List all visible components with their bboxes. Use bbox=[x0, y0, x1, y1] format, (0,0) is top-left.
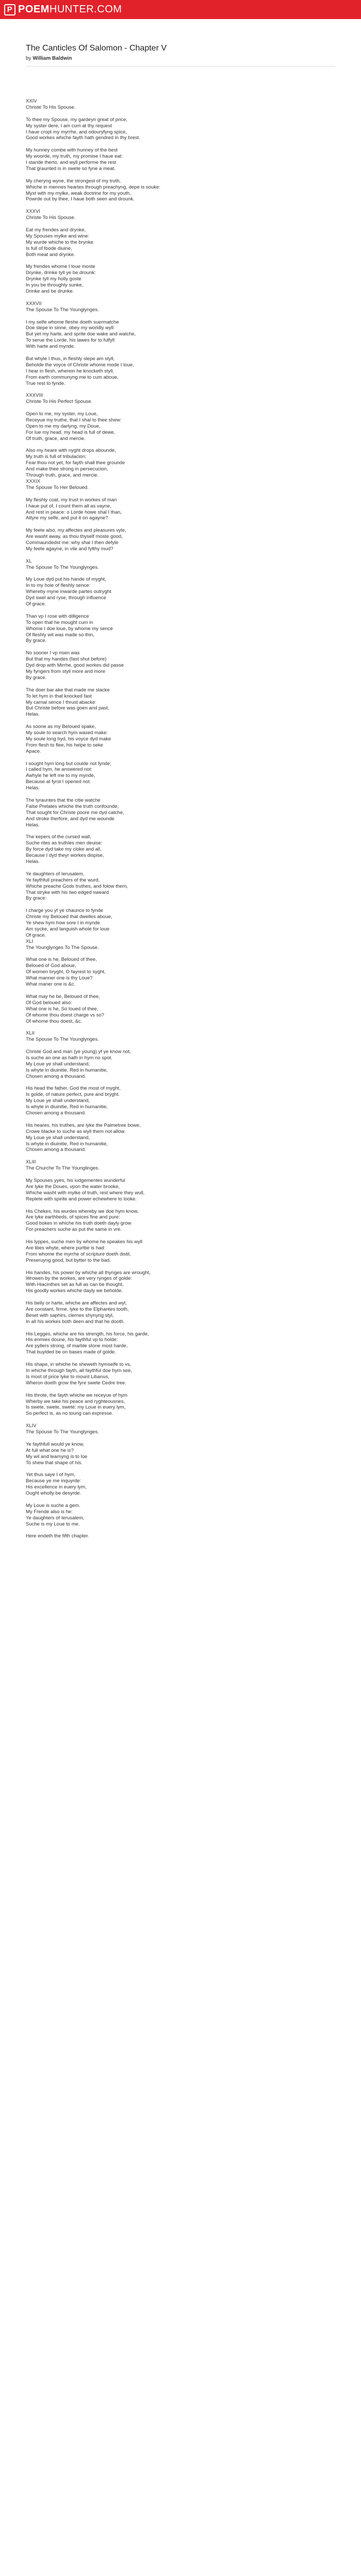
poem-line: My Spouses mylke and wine: bbox=[26, 233, 90, 239]
poem-line: Suche rites as truthles men deuise: bbox=[26, 840, 103, 846]
poem-title: The Canticles Of Salomon - Chapter V bbox=[26, 44, 167, 53]
poem-line: Whiche in mennes heartes through preachyng, depe is souke: bbox=[26, 184, 160, 190]
poem-line: My Loue ye shall understand, bbox=[26, 1061, 90, 1067]
poem-line: Yet thus saye I of hym, bbox=[26, 1472, 75, 1478]
poem-line: Are washt away, as thou thyself moste good, bbox=[26, 534, 123, 540]
poem-line: His goodly workes whiche dayly we beholde. bbox=[26, 1288, 123, 1294]
poem-line: For lue my head, my head is full of dewe, bbox=[26, 429, 116, 435]
stanza bbox=[26, 1123, 335, 1154]
poem-line: The Spouse To The Younglynges. bbox=[26, 307, 99, 313]
poem-line: Is most of price lyke to mount Libanus, bbox=[26, 1374, 110, 1380]
poem-line: Because at fyrst I opened not. bbox=[26, 779, 91, 785]
poem-line: Good workes whiche fayth hath gendred in thy brest. bbox=[26, 135, 140, 141]
poem-line: My feete also, my affectes and pleasures vyle, bbox=[26, 528, 126, 534]
poem-line: Dyd drop with Mirrhe, good workes did passe bbox=[26, 663, 124, 669]
poem-line: I hear in flesh, wherein he knocketh styll, bbox=[26, 368, 114, 374]
poem-line: His belly or harte, whiche are affectes and wyl, bbox=[26, 1300, 127, 1307]
stanza bbox=[26, 1030, 335, 1043]
poem-line: Wrowen by the workes, are very rynges of golde: bbox=[26, 1276, 132, 1282]
poem-line: But Christe before was goen and past, bbox=[26, 705, 109, 711]
poem-line: Is full of foode diuine, bbox=[26, 245, 72, 251]
poem-line: His Chekes, his wurdes whereby we doe hym know, bbox=[26, 1208, 139, 1214]
poem-line: As soone as my Beloued spake, bbox=[26, 724, 96, 730]
poem-line: His lyppes, suche men by whome he speakes his wyll bbox=[26, 1239, 142, 1245]
poem-line: I called hym, he answered not: bbox=[26, 767, 92, 773]
poem-line: Of God beloued also: bbox=[26, 999, 72, 1006]
stanza bbox=[26, 577, 335, 607]
poem-line: XXXVII bbox=[26, 300, 42, 307]
site-header bbox=[0, 0, 361, 19]
poem-line: I haue cropt my myrrhe, and odouryfyng spice, bbox=[26, 129, 127, 135]
stanza bbox=[26, 1300, 335, 1325]
stanza bbox=[26, 1178, 335, 1202]
poem-line: Drynke, drinke tyll ye be drounk: bbox=[26, 270, 96, 276]
stanza bbox=[26, 1442, 335, 1466]
poem-line: Of whome thou doest, &c. bbox=[26, 1018, 83, 1024]
poem-line: That sought for Christe poore me dyd catche, bbox=[26, 809, 124, 816]
poem-line: XXXVIII bbox=[26, 393, 43, 399]
poem-line: My frendes whome I loue moste bbox=[26, 264, 95, 270]
poem-line: My truth is full of tribulacion: bbox=[26, 454, 87, 460]
poem-line: Beloued of God aboue, bbox=[26, 963, 76, 969]
stanza bbox=[26, 147, 335, 172]
poem-line: To thee my Spouse, my gardeyn great of price, bbox=[26, 116, 127, 123]
poem-line: Attyre my selfe, and put it on agayne? bbox=[26, 515, 108, 521]
poem-line: For preachers suche as put the same in vre. bbox=[26, 1227, 122, 1233]
stanza bbox=[26, 798, 335, 828]
poem-line: Fear thou not yet, for fayth shall thee grounde bbox=[26, 460, 125, 466]
poem-line: My feete agayne, in vile and fylthy mud? bbox=[26, 546, 113, 552]
stanza bbox=[26, 209, 335, 221]
poem-line: Wheron doeth grow the fyre swete Cedre tree. bbox=[26, 1380, 126, 1386]
poem-line: My Frende also is he: bbox=[26, 1509, 73, 1515]
poem-line: The Spouse To The Younglynges. bbox=[26, 1037, 99, 1043]
stanza bbox=[26, 1393, 335, 1417]
site-logo[interactable] bbox=[4, 3, 122, 16]
stanza bbox=[26, 393, 335, 405]
poem-line: I my selfe whome fleshe doeth suermatche bbox=[26, 319, 119, 325]
poem-line: XLII bbox=[26, 1030, 35, 1037]
poem-line: The Spouse To The Younglynges. bbox=[26, 1429, 99, 1435]
poem-line: Here endeth the fifth chapter. bbox=[26, 1533, 89, 1539]
stanza bbox=[26, 356, 335, 387]
poem-line: Crowe blacke to suche as wyll them not allow. bbox=[26, 1128, 126, 1134]
poem-line: That buylded be on bases made of golde. bbox=[26, 1349, 116, 1355]
stanza bbox=[26, 994, 335, 1025]
poem-line: Eat my frendes and drynke, bbox=[26, 227, 86, 233]
poem-line: Awhyle he left me to my mynde, bbox=[26, 773, 95, 779]
poem-line: True rest to fynde. bbox=[26, 380, 65, 386]
poem-line: I stande therto, and wyll performe the rest bbox=[26, 160, 117, 166]
poem-line: Because ye me inquyrde: bbox=[26, 1478, 81, 1484]
stanza bbox=[26, 1209, 335, 1233]
poem-line: Are constant, firme, lyke to the Elphantes tooth, bbox=[26, 1306, 129, 1312]
poem-line: What may he be, Beloued of thee, bbox=[26, 993, 100, 999]
poem-line: Ye daughters of Ierusalem, bbox=[26, 1515, 85, 1521]
poem-line: But yet my harte, and sprite doe wake and watche, bbox=[26, 331, 136, 337]
poem-line: XXXVI bbox=[26, 209, 40, 215]
poem-line: I charge you yf ye chaunce to fynde bbox=[26, 908, 103, 914]
poem-line: XXIV bbox=[26, 98, 37, 104]
poem-line: With harte and mynde. bbox=[26, 344, 75, 350]
stanza bbox=[26, 957, 335, 988]
poem-line: Doe slepe in sinne, obey my worldly wyll: bbox=[26, 325, 115, 331]
stanza bbox=[26, 1533, 335, 1539]
poem-line: My soule to search hym waxed make: bbox=[26, 730, 108, 736]
poem-line: In whiche through fayth, all faythful doe hym see, bbox=[26, 1367, 132, 1374]
stanza bbox=[26, 319, 335, 350]
poem-line: By grace. bbox=[26, 638, 47, 644]
poem-line: My Loue ye shall understand, bbox=[26, 1098, 90, 1104]
poem-line: The doer bar ake that made me slacke bbox=[26, 687, 110, 693]
stanza bbox=[26, 871, 335, 902]
poem-line: XLIV bbox=[26, 1423, 37, 1429]
poem-line: Chosen among a thousand. bbox=[26, 1147, 86, 1153]
poem-line: My fleshly coat, my trust in workes of man bbox=[26, 497, 117, 503]
poem-line: His shape, in whiche he sheweth hymselfe to vs, bbox=[26, 1362, 132, 1368]
poem-line: But whyle I thus, in fleshly slepe am styll, bbox=[26, 355, 115, 362]
poem-line: In to my hole of fleshly sence: bbox=[26, 583, 91, 589]
poem-line: Christe my Beloued that dwelles aboue, bbox=[26, 914, 112, 920]
stanza bbox=[26, 614, 335, 645]
poem-line: From whome the myrrhe of scripture doeth distil, bbox=[26, 1251, 131, 1257]
poem-line: The tyrauntes that the citie watche bbox=[26, 797, 101, 803]
poem-line: The Spouse To Her Beloued. bbox=[26, 484, 89, 490]
poem-line: Commaundedst me: why shal I then defyle bbox=[26, 540, 119, 546]
poem-line: Helas. bbox=[26, 711, 40, 718]
poem-line: Of fleshly wit was made so thin, bbox=[26, 632, 95, 638]
poem-line: Open to me, my syster, my Loue, bbox=[26, 411, 98, 417]
poem-line: By grace. bbox=[26, 674, 47, 681]
poem-line: Drinke and be drunke. bbox=[26, 289, 74, 294]
poem-line: Are lyke earthbeds, of spices fine and pure: bbox=[26, 1214, 120, 1221]
poem-line: Through truth, grace, and mercie. bbox=[26, 472, 99, 479]
poem-line: To shew that shape of his. bbox=[26, 1460, 83, 1466]
poem-line: XL bbox=[26, 558, 32, 564]
stanza bbox=[26, 1423, 335, 1435]
poem-line: From flesh to flee, his helpe to seke bbox=[26, 742, 103, 748]
poem-line: Of women bryght, O fayrest to syght, bbox=[26, 969, 106, 975]
poem-line: Also my heare with nyght drops abounde, bbox=[26, 448, 116, 454]
stanza bbox=[26, 1086, 335, 1116]
poem-line: No sooner I vp risen was bbox=[26, 650, 80, 656]
poem-line: Powrde out by thee, I haue both seen and drounk. bbox=[26, 196, 135, 202]
poem-line: Are lyke the Doues, vpon the water brooke, bbox=[26, 1183, 120, 1190]
poemhunter-logo-icon: P bbox=[4, 4, 15, 15]
poem-line: Of grace. bbox=[26, 601, 46, 607]
poem-line: Whereby myne inwarde partes outryght bbox=[26, 589, 111, 595]
poem-line: My Spouses yyes, his iudgementes wunderful bbox=[26, 1177, 125, 1183]
poem-line: And rest in peace: o Lorde howe shal I than, bbox=[26, 509, 122, 515]
poem-line: XXXIX bbox=[26, 479, 40, 484]
poem-line: In you be throughly sunke, bbox=[26, 282, 84, 289]
stanza bbox=[26, 1503, 335, 1528]
poem-line: Open to me my darlyng, my Doue, bbox=[26, 423, 101, 429]
poem-line: Is whyte in diuinitie, Red in humanitie, bbox=[26, 1104, 108, 1110]
poem-line: His enmies doune, his faythful vp to holde: bbox=[26, 1337, 118, 1343]
stanza bbox=[26, 264, 335, 295]
poem-line: By force dyd take my cloke and all, bbox=[26, 846, 102, 853]
poem-line: Helas. bbox=[26, 822, 40, 828]
poem-line: My wurde whiche to the brynke bbox=[26, 239, 93, 245]
stanza bbox=[26, 411, 335, 442]
byline-prefix: by bbox=[26, 56, 31, 61]
poem-line: And make thee strong in persecucion, bbox=[26, 466, 108, 472]
stanza bbox=[26, 1049, 335, 1080]
stanza bbox=[26, 687, 335, 718]
poem-line: I haue put of, I count them all as vayne, bbox=[26, 503, 111, 509]
poem-line: Ye faythfull preachers of the wurd, bbox=[26, 877, 100, 883]
stanza bbox=[26, 724, 335, 755]
poem-line: The Spouse To The Younglynges. bbox=[26, 564, 99, 570]
poem-line: Replete with spirite and power echewhere to looke. bbox=[26, 1196, 137, 1202]
poem-line: What manner one is thy Loue? bbox=[26, 975, 93, 981]
poem-line: Helas. bbox=[26, 785, 40, 791]
poem-line: Drynke tyll my holly goste bbox=[26, 276, 81, 282]
poem-line: My hunney combe with hunney of the best bbox=[26, 147, 118, 154]
poem-line: Christe God and man (ye young) yf ye know not, bbox=[26, 1049, 131, 1055]
poem-line: My carnal sence I thrust abacke: bbox=[26, 699, 96, 705]
poem-body bbox=[26, 98, 335, 1546]
poem-line: Is swete, swete, swete: my Loue in euery lym, bbox=[26, 1404, 126, 1411]
poem-line: At full what one he is? bbox=[26, 1447, 74, 1453]
poem-line: Are lilies whyte, where purttie is had: bbox=[26, 1245, 106, 1251]
poem-line: Ought wholly be desyrde. bbox=[26, 1490, 81, 1497]
poem-line: Is whyte in diuinitie, Red in humanitie, bbox=[26, 1141, 108, 1147]
poem-line: Good bokes in whiche his truth doeth dayly grow bbox=[26, 1221, 132, 1227]
poem-line: Because I dyd theyr workes dispise, bbox=[26, 853, 104, 859]
poem-line: His heares, his truthes, are lyke the Palmetree bowe, bbox=[26, 1122, 141, 1128]
stanza bbox=[26, 1159, 335, 1172]
poem-line: Is whyte in diuinitie, Red in humanitie, bbox=[26, 1067, 108, 1073]
poem-line: My cheryng wyne, the strongest of my truth, bbox=[26, 178, 121, 184]
poem-line: What maner one is &c. bbox=[26, 981, 76, 988]
poem-line: Is golde, of nature perfect, pure and bryght. bbox=[26, 1092, 120, 1098]
poem-line: My fyngers from styll more and more bbox=[26, 669, 106, 674]
poem-line: I sought hym long but coulde not fynde; bbox=[26, 760, 111, 767]
poem-line: My Loue ye shall understand, bbox=[26, 1134, 90, 1141]
logo-text-light: HUNTER.COM bbox=[49, 4, 122, 15]
stanza bbox=[26, 448, 335, 490]
poem-line: Whome I doe loue, by whome my sence bbox=[26, 625, 113, 632]
poem-line: So perfect is, as no toung can expresse. bbox=[26, 1411, 113, 1417]
stanza bbox=[26, 528, 335, 552]
poem-line: Of whome thou doest charge vs so? bbox=[26, 1012, 105, 1018]
poem-line: Christe To His Spouse. bbox=[26, 104, 76, 110]
poem-line: My soule long hyd, his voyce dyd make bbox=[26, 736, 111, 742]
stanza bbox=[26, 497, 335, 522]
poem-line: Ye faythfull would ye know, bbox=[26, 1441, 85, 1447]
author-link[interactable]: William Baldwin bbox=[32, 56, 72, 61]
poem-line: My woorde, my truth, my promise I haue eat: bbox=[26, 154, 123, 160]
stanza bbox=[26, 834, 335, 865]
poem-line: My wil and learnyng is to loe bbox=[26, 1453, 88, 1460]
poem-line: His excellence in euery lym, bbox=[26, 1484, 87, 1490]
poem-line: To let hym in that knocked fast bbox=[26, 693, 92, 699]
poem-line: Myxt with my mylke, weak doctrine for my youth, bbox=[26, 190, 131, 196]
poem-line: Beholde the voyce of Christe whome mode I loue, bbox=[26, 362, 134, 368]
poem-line: From earth communyng me to cum aboue, bbox=[26, 374, 119, 380]
stanza bbox=[26, 650, 335, 681]
stanza bbox=[26, 1472, 335, 1497]
poem-line: XLI bbox=[26, 938, 34, 944]
poem-line: Ye daughters of Ierusalem, bbox=[26, 871, 85, 877]
poem-line: What one is he, Beloued of thee, bbox=[26, 957, 97, 963]
poem-line: The Churche To The Younglinges. bbox=[26, 1165, 100, 1172]
poem-line: Both meat and drynke. bbox=[26, 251, 75, 258]
poem-line: Whiche washt with mylke of truth, rest where they wull, bbox=[26, 1190, 145, 1196]
poem-line: Christe To His Perfect Spouse. bbox=[26, 399, 93, 405]
poem-line: My Loue dyd put his hande of myght, bbox=[26, 577, 106, 583]
poem-line: Receyue my truthe, that I shal to thee shew: bbox=[26, 417, 122, 423]
stanza bbox=[26, 1362, 335, 1386]
stanza bbox=[26, 1239, 335, 1264]
poem-line: The Younglynges To The Spouse. bbox=[26, 944, 99, 951]
poem-line: My Loue is suche a gem. bbox=[26, 1502, 80, 1509]
stanza bbox=[26, 178, 335, 203]
poem-line: Suche is my Loue to me. bbox=[26, 1521, 80, 1527]
poem-line: Than vp I rose with dilligence bbox=[26, 613, 89, 619]
poem-line: His head the father, God the most of myght, bbox=[26, 1086, 121, 1092]
poem-line: To serue the Lorde, his lawes for to fulfyll bbox=[26, 337, 115, 344]
poem-line: In all his workes both deen and that he dooth. bbox=[26, 1318, 125, 1325]
stanza bbox=[26, 227, 335, 258]
poem-line: Are pyllers strong, of marble stone most harde, bbox=[26, 1343, 128, 1349]
poem-line: Is suche an one as hath in hym no spot. bbox=[26, 1055, 112, 1061]
poem-line: That stryke with his two edged sweard bbox=[26, 889, 109, 895]
poem-line: Of truth, grace, and mercie. bbox=[26, 435, 86, 442]
poem-line: What one is he, So loued of thee, bbox=[26, 1006, 99, 1012]
poem-line: Of grace. bbox=[26, 932, 46, 938]
poem-line: Am sycke, and languish whole for loue bbox=[26, 926, 110, 932]
poem-line: Preseruyng good, but bytter to the bad. bbox=[26, 1257, 111, 1263]
byline bbox=[26, 56, 72, 61]
poem-line: Wherby we take his peace and ryghteousnes, bbox=[26, 1398, 125, 1404]
stanza bbox=[26, 1270, 335, 1295]
poem-line: His handes, his power by whiche all thynges are wrought, bbox=[26, 1269, 151, 1276]
poem-line: To open that he mought cum in bbox=[26, 619, 93, 625]
stanza bbox=[26, 558, 335, 571]
stanza bbox=[26, 301, 335, 313]
logo-text-bold: POEM bbox=[18, 4, 50, 15]
stanza bbox=[26, 98, 335, 111]
poem-line: With Hiacinthes set as full as can be thought, bbox=[26, 1282, 124, 1288]
poem-line: That graunted is in swete so fyne a meat. bbox=[26, 165, 116, 172]
poem-line: Whiche preache Gods truthes, and folow them, bbox=[26, 883, 128, 889]
poem-line: Ye shew hym how sore I in mynde bbox=[26, 920, 100, 926]
poem-line: By grace: bbox=[26, 895, 47, 902]
poem-line: Helas. bbox=[26, 859, 40, 865]
poem-line: And stroke therfore, and dyd me wounde bbox=[26, 816, 114, 822]
stanza bbox=[26, 761, 335, 792]
stanza bbox=[26, 117, 335, 142]
poem-line: Chosen among a thousand. bbox=[26, 1110, 86, 1116]
poem-line: XLIII bbox=[26, 1159, 36, 1165]
stanza bbox=[26, 1331, 335, 1356]
poem-line: Chosen among a thousand. bbox=[26, 1073, 86, 1079]
poem-line: Christe To His Spouse. bbox=[26, 215, 76, 221]
poem-line: But that my handes (fast shut before) bbox=[26, 656, 107, 663]
poem-line: Beset with saphirs, clernes shynyng styl, bbox=[26, 1312, 114, 1318]
poem-line: My syster dere, I am cum at thy request bbox=[26, 123, 112, 129]
stanza bbox=[26, 908, 335, 951]
poem-line: His throte, the fayth whiche we receyue of hym bbox=[26, 1392, 127, 1398]
poem-line: The kepers of the cursed wall, bbox=[26, 834, 91, 840]
poem-line: His Legges, whiche are his strength, his force, his garde, bbox=[26, 1331, 149, 1337]
poem-line: False Prelates whiche the truth confounde, bbox=[26, 803, 119, 809]
poem-line: Apace. bbox=[26, 748, 41, 754]
poem-line: Dyd swel and ryse, through influence bbox=[26, 595, 106, 601]
